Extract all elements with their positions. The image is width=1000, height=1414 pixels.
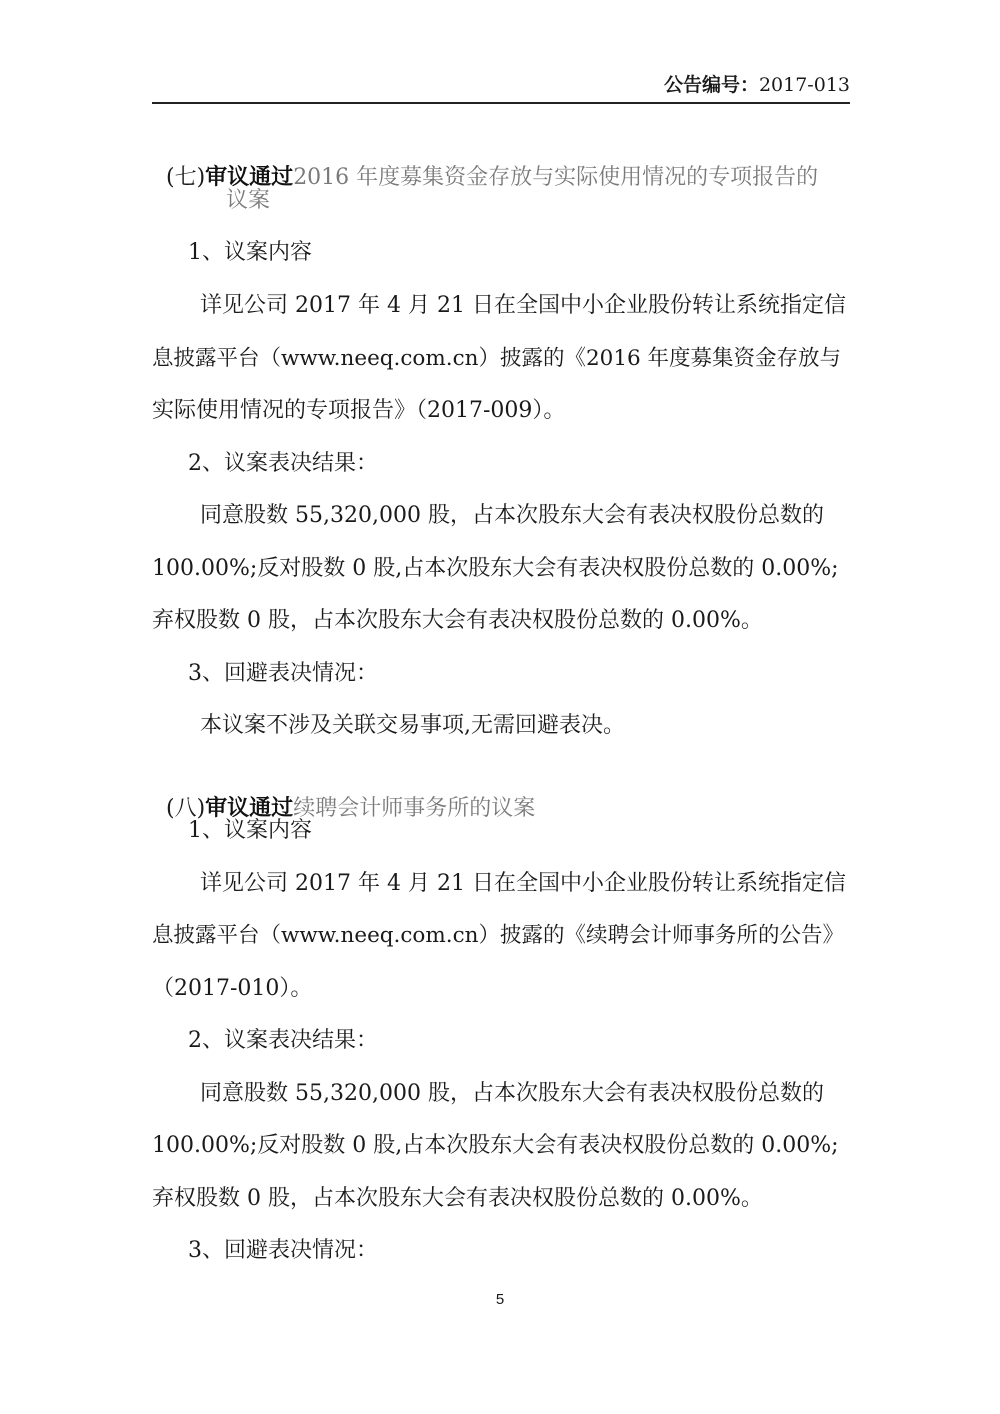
section-heading: [152, 764, 535, 824]
page-header: [152, 70, 850, 104]
result-heading: 2、议案表决结果：: [188, 1028, 378, 1053]
content-heading: 1、议案内容: [188, 240, 312, 265]
result-heading: 2、议案表决结果：: [188, 451, 378, 476]
content-line: （2017-010）。: [152, 976, 313, 1001]
content-line: 详见公司 2017 年 4 月 21 日在全国中小企业股份转让系统指定信: [200, 871, 846, 896]
result-line: 同意股数 55,320,000 股，占本次股东大会有表决权股份总数的: [200, 503, 824, 528]
section-number: (七): [166, 165, 206, 190]
avoid-heading: 3、回避表决情况：: [188, 1238, 378, 1263]
announcement-number-label: 公告编号：: [663, 74, 759, 96]
content-line: 详见公司 2017 年 4 月 21 日在全国中小企业股份转让系统指定信: [200, 293, 846, 318]
content-heading: 1、议案内容: [188, 818, 312, 843]
result-line: 100.00%;反对股数 0 股,占本次股东大会有表决权股份总数的 0.00%;: [152, 1133, 839, 1158]
section-verb: 审议通过: [205, 165, 294, 190]
page-number: 5: [495, 1291, 505, 1308]
avoid-heading: 3、回避表决情况：: [188, 661, 378, 686]
section-heading: [152, 133, 818, 193]
section-number: (八): [166, 796, 206, 821]
section-topic: 2016 年度募集资金存放与实际使用情况的专项报告的: [293, 165, 819, 190]
section-verb: 审议通过: [205, 796, 294, 821]
result-line: 100.00%;反对股数 0 股,占本次股东大会有表决权股份总数的 0.00%;: [152, 556, 839, 581]
section-topic-continuation: 议案: [226, 188, 271, 213]
section-topic: 续聘会计师事务所的议案: [293, 796, 536, 821]
avoid-text: 本议案不涉及关联交易事项,无需回避表决。: [200, 713, 625, 738]
result-line: 同意股数 55,320,000 股，占本次股东大会有表决权股份总数的: [200, 1081, 824, 1106]
result-line: 弃权股数 0 股，占本次股东大会有表决权股份总数的 0.00%。: [152, 608, 763, 633]
content-line: 实际使用情况的专项报告》（2017-009）。: [152, 398, 566, 423]
content-line: 息披露平台（www.neeq.com.cn）披露的《2016 年度募集资金存放与: [152, 346, 842, 371]
content-line: 息披露平台（www.neeq.com.cn）披露的《续聘会计师事务所的公告》: [152, 923, 844, 948]
result-line: 弃权股数 0 股，占本次股东大会有表决权股份总数的 0.00%。: [152, 1186, 763, 1211]
announcement-number: 2017-013: [758, 74, 850, 96]
